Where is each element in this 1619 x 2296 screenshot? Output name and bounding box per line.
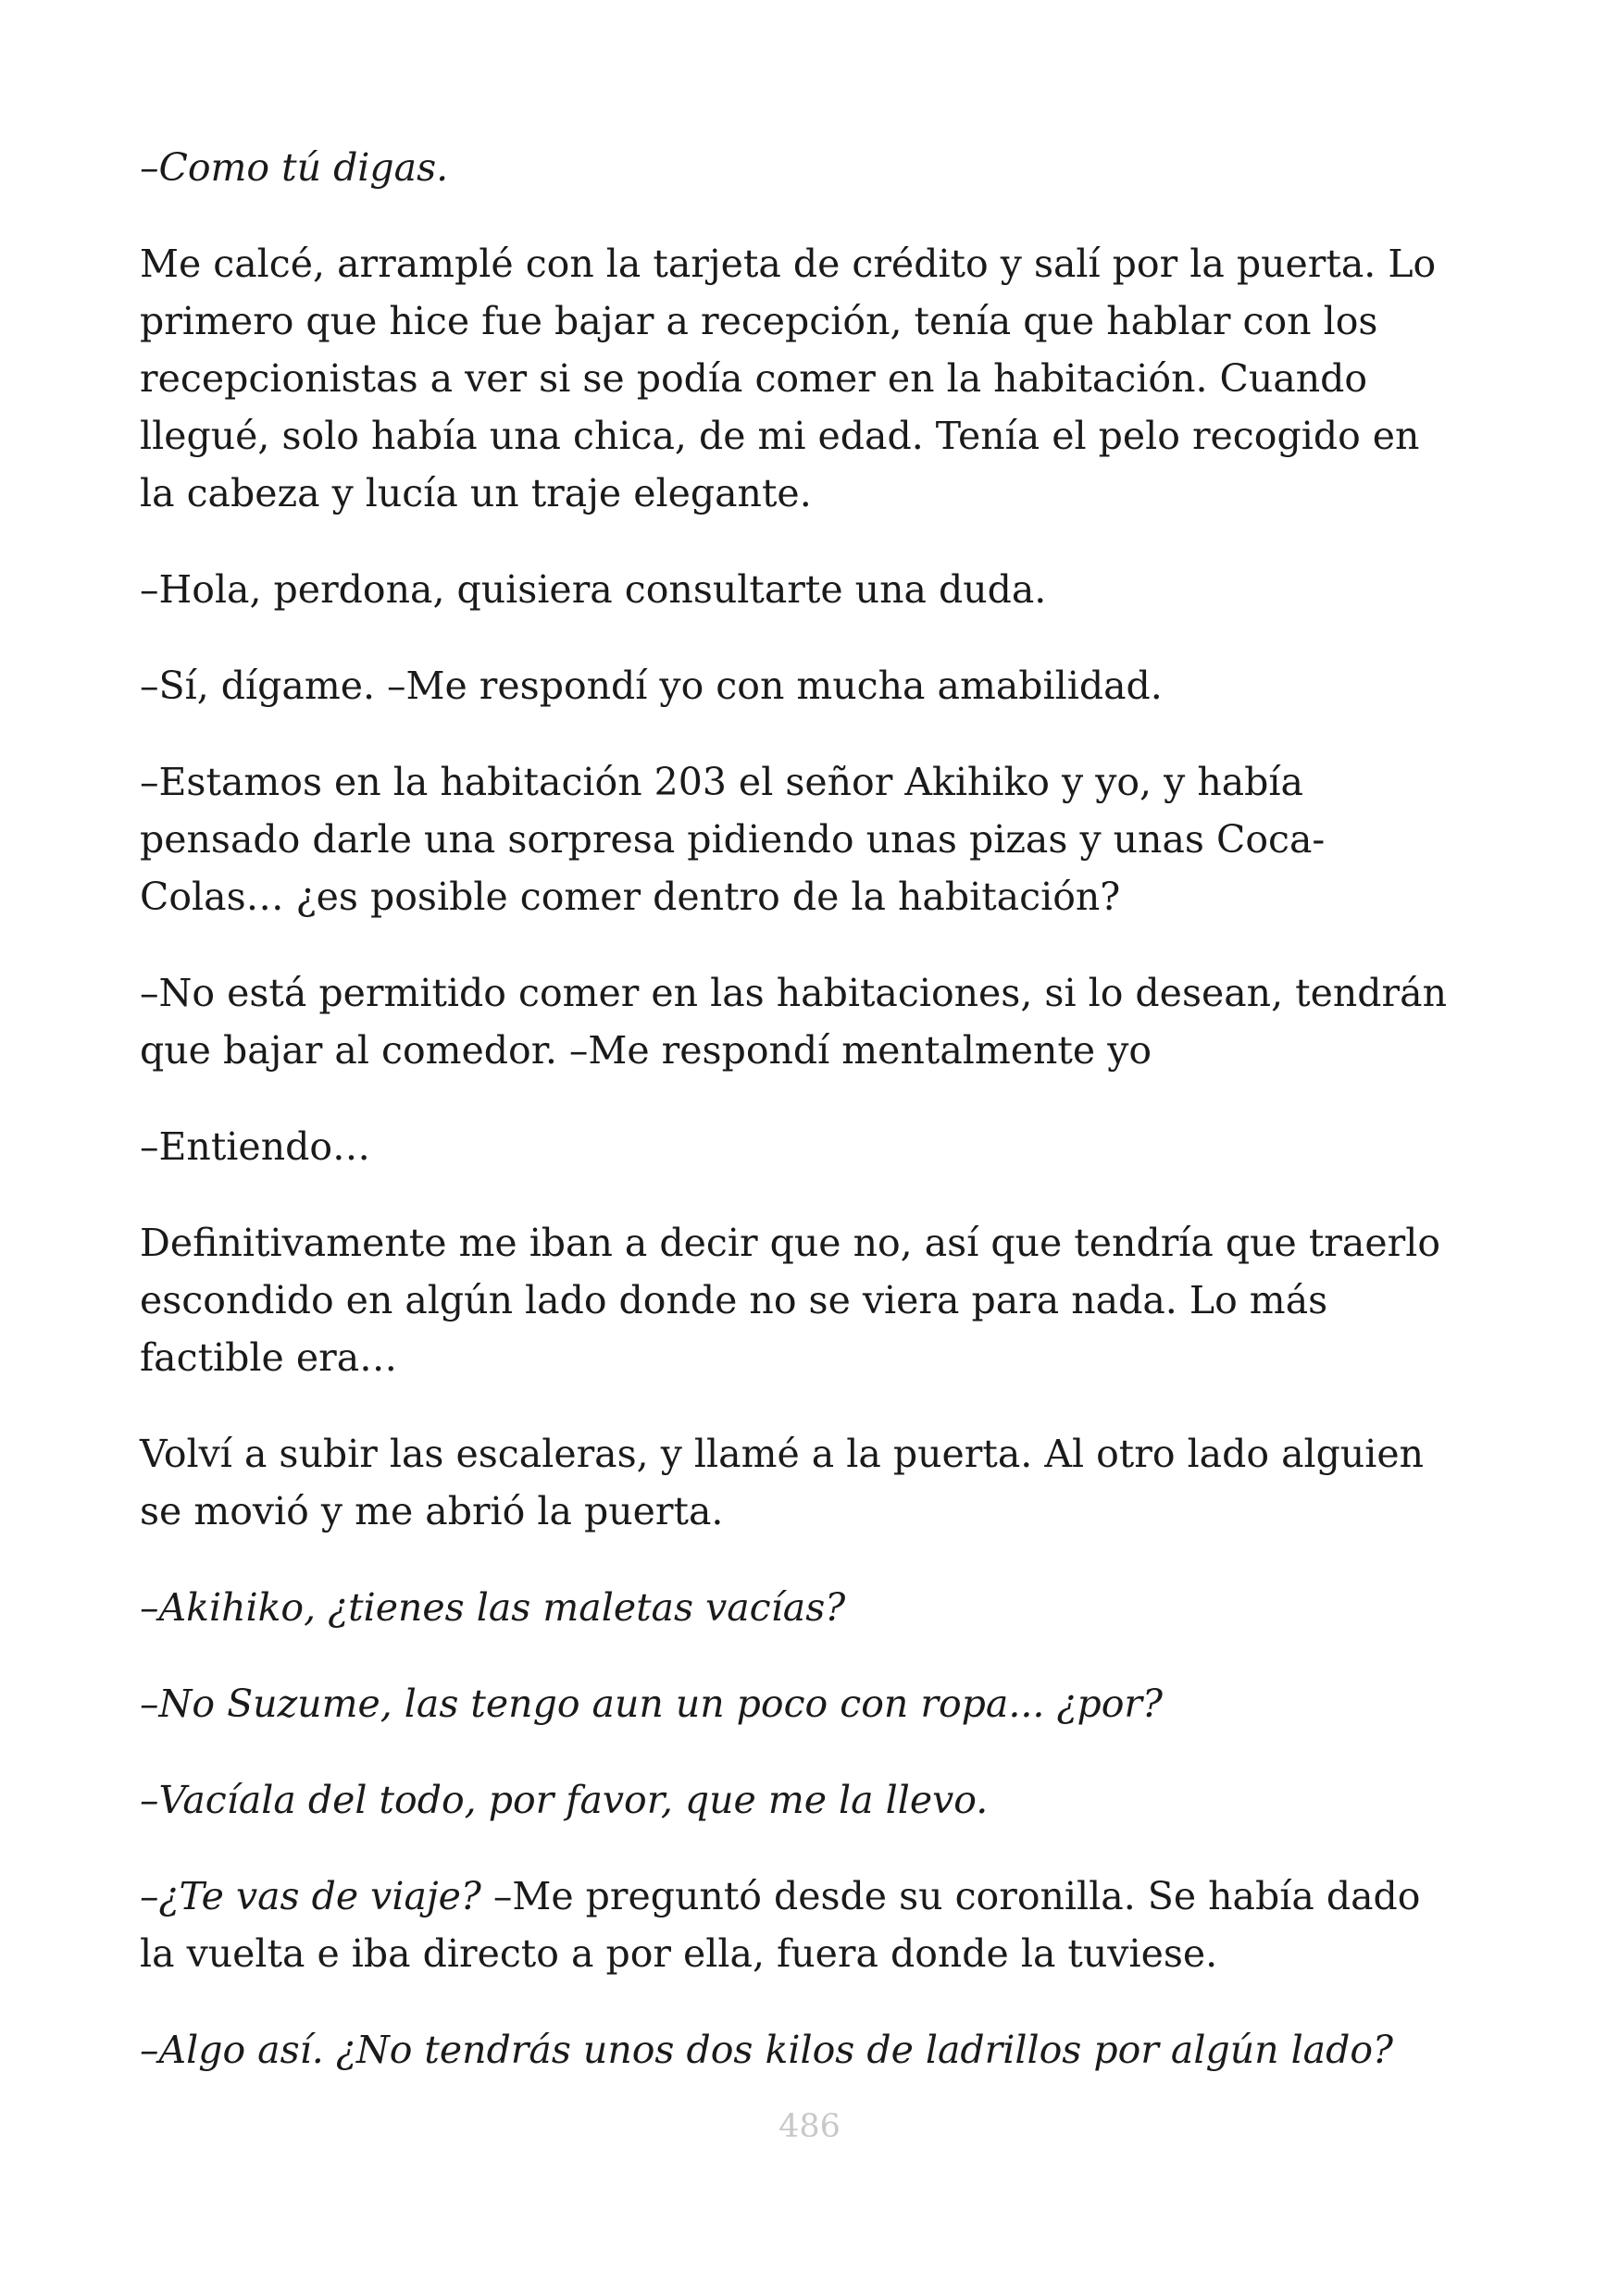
dialogue-normal-part: –Me preguntó desde su coronilla. Se había dado la vuelta e iba directo a por ella, fuera donde la tuviese. [140, 1874, 1421, 1976]
paragraph-dialogue: –Hola, perdona, quisiera consultarte una duda. [140, 567, 1047, 612]
page-body [140, 139, 1454, 2079]
paragraph-dialogue: –No está permitido comer en las habitaciones, si lo desean, tendrán que bajar al comedor. –Me respondí mentalmente yo [140, 971, 1447, 1073]
paragraph-narration: Definitivamente me iban a decir que no, así que tendría que traerlo escondido en algún lado donde no se viera para nada. Lo más factible era… [140, 1221, 1441, 1380]
paragraph-dialogue: –Entiendo… [140, 1124, 371, 1169]
page-number: 486 [778, 2108, 841, 2145]
paragraph-narration: Me calcé, arramplé con la tarjeta de crédito y salí por la puerta. Lo primero que hice fue bajar a recepción, tenía que hablar con los recepcionistas a ver si se podía comer en la habitación. Cuando llegué, solo había una chica, de mi edad. Tenía el pelo recogido en la cabeza y lucía un traje elegante. [140, 242, 1437, 515]
paragraph-dialogue: –Sí, dígame. –Me respondí yo con mucha amabilidad. [140, 664, 1163, 708]
paragraph-dialogue: –Algo así. ¿No tendrás unos dos kilos de ladrillos por algún lado? [140, 2028, 1394, 2072]
paragraph-dialogue: –Como tú digas. [140, 145, 449, 190]
paragraph-dialogue: –Estamos en la habitación 203 el señor Akihiko y yo, y había pensado darle una sorpresa pidiendo unas pizas y unas Coca-Colas… ¿es posible comer dentro de la habitación? [140, 760, 1326, 919]
paragraph-dialogue-mixed [140, 1868, 1454, 1982]
dialogue-italic-part: –¿Te vas de viaje? [140, 1874, 481, 1918]
paragraph-narration: Volví a subir las escaleras, y llamé a la puerta. Al otro lado alguien se movió y me abrió la puerta. [140, 1432, 1425, 1533]
paragraph-dialogue: –Akihiko, ¿tienes las maletas vacías? [140, 1585, 846, 1630]
paragraph-dialogue: –No Suzume, las tengo aun un poco con ropa... ¿por? [140, 1682, 1163, 1726]
paragraph-dialogue: –Vacíala del todo, por favor, que me la llevo. [140, 1778, 989, 1822]
